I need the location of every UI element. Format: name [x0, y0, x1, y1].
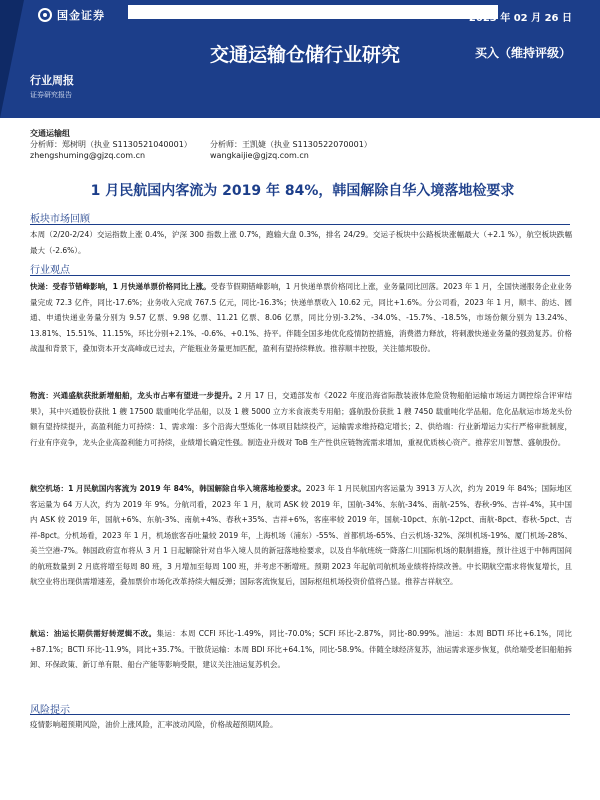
section-title-market-review: 板块市场回顾: [30, 214, 90, 225]
header-white-bar: [128, 5, 498, 19]
paragraph-shipping-lead: 航运：油运长期供需好转逻辑不改。: [30, 629, 157, 638]
report-header-banner: [0, 0, 600, 118]
paragraph-aviation: [30, 481, 572, 590]
section-divider: [30, 275, 570, 276]
section-title-risk: 风险提示: [30, 705, 70, 716]
research-group: 交通运输组: [30, 129, 70, 138]
report-date: 2023 年 02 月 26 日: [468, 13, 572, 24]
rating-label: 买入（维持评级）: [475, 46, 572, 60]
paragraph-express-lead: 快递：受春节错峰影响，1 月快递单票价格同比上涨。: [30, 282, 211, 291]
paragraph-aviation-body: 2023 年 1 月民航国内客运量为 3913 万人次，约为 2019 年 84%；国际地区客运量为 64 万人次，约为 2019 年 9%。分航司看，2023 年 1 月，航司 ASK 较 2019 年，国航-34%、东航-34%、南航-25%、春秋-9%、吉祥-4%，其中国内 ASK 较 2019 年，国航+6%、东航-3%、南航+4%、春秋+35%、吉祥+6%，客座率较 2019 年，国航-10pct、东航-12pct、南航-8pct、春秋-5pct、吉祥-8pct。分机场看，2023 年 1 月，机场旅客吞吐量较 2019 年，上海机场（浦东）-55%、首都机场-65%、白云机场-32%、深圳机场-19%、厦门机场-28%、美兰空港-7%。韩国政府宣布将从 3 月 1 日起解除针对自华入境人员的新冠落地检要求，以及自华航班统一降落仁川国际机场的限制措施，预计往返于中韩两国间的航班数量到 2 月底将增至每周 80 班，3 月增加至每周 100 班，并考虑不断增班。预期 2023 年起航司航机场业绩将持续改善。中长期航空需求将恢复增长，且航空业将出现供需增速差，叠加票价市场化改革持续大幅反弹；国际客流恢复后，国际枢纽机场投资价值将凸显。推荐吉祥航空。: [30, 484, 572, 586]
analyst-1: 分析师：郑树明（执业 S1130521040001）: [30, 140, 192, 149]
market-review-text: 本周（2/20-2/24）交运指数上涨 0.4%，沪深 300 指数上涨 0.7%，跑输大盘 0.3%，排名 24/29。交运子板块中公路板块涨幅最大（+2.1 %），航空板块跌幅最大（-2.6%）。: [30, 230, 572, 255]
section-title-industry-view: 行业观点: [30, 265, 70, 276]
analyst-row: [30, 139, 575, 150]
paragraph-shipping: [30, 626, 572, 673]
header-corner-decoration: [0, 0, 24, 118]
paragraph-shipping-body: 集运：本周 CCFI 环比-1.49%，同比-70.0%；SCFI 环比-2.87%，同比-80.99%。油运：本周 BDTI 环比+6.1%，同比+87.1%；BCTI 环比-11.9%，同比+35.7%。干散货运输：本周 BDI 环比+64.1%，同比-58.9%。伴随全球经济复苏，油运需求逐步恢复，供给端受老旧船舶拆卸、环保政策、新订单有限、船台产能等影响受限，建议关注油运复苏机会。: [30, 629, 572, 669]
brand: [38, 6, 105, 24]
section-divider: [30, 714, 570, 715]
analyst-1-email: zhengshuming@gjzq.com.cn: [30, 151, 146, 160]
company-logo-icon: [38, 8, 52, 22]
paragraph-logistics-lead: 物流：兴通盛航获批新增船舶，龙头市占率有望进一步提升。: [30, 391, 238, 400]
paragraph-logistics-body: 2 月 17 日，交通部发布《2022 年度沿海省际散装液体危险货物船舶运输市场运力调控综合评审结果》，其中兴通股份获批 1 艘 17500 载重吨化学品船，以及 1 艘 5000 立方米食液类专用船；盛航股份获批 1 艘 7450 载重吨化学品船。危化品航运市场龙头份额有望持续提升，高盈利能力可持续：1、需求端：多个沿海大型炼化一体项目陆续投产，运输需求维持稳定增长；2、供给端：行业新增运力实行严格审批制度，行业有序竞争，龙头企业高盈利能力可持续，业绩增长确定性强。制造业升级对 ToB 生产性供应链物流需求增加，重视优质核心资产。推荐宏川智慧、盛航股份。: [30, 391, 573, 447]
paragraph-aviation-lead: 航空机场：1 月民航国内客流为 2019 年 84%，韩国解除自华入境落地检要求。: [30, 484, 306, 493]
report-title: 交通运输仓储行业研究: [210, 44, 401, 66]
report-type: 行业周报: [30, 74, 74, 87]
report-headline: 1 月民航国内客流为 2019 年 84%，韩国解除自华入境落地检要求: [90, 183, 515, 199]
brand-name: 国金证券: [57, 9, 105, 22]
paragraph-express-body: 受春节假期错峰影响，1 月快递单票价格同比上涨，业务量同比回落。2023 年 1 月，全国快递服务企业业务量完成 72.3 亿件，同比-17.6%；业务收入完成 767.5 亿元，同比-16.3%；快递单票收入 10.62 元，同比+1.6%。分公司看，2023 年 1 月，顺丰、韵达、圆通、申通快递业务量分别为 9.57 亿票、9.98 亿票、11.21 亿票、8.06 亿票，同比分别-3.2%、-34.0%、-15.7%、-18.5%，市场份额分别为 13.24%、13.81%、15.51%、11.15%，环比分别+2.1%、-0.6%、+0.1%、持平。伴随全国多地优化疫情防控措施，消费潜力释放，将刺激快递业务量的强劲复苏。价格战温和背景下，叠加资本开支高峰或已过去，产能瓶业务量更加匹配，盈利有望持续释放。推荐顺丰控股，关注德邦股份。: [30, 282, 572, 353]
paragraph-express: [30, 279, 572, 357]
risk-text: 疫情影响超预期风险，油价上涨风险，汇率波动风险，价格战超预期风险。: [30, 720, 278, 729]
section-divider: [30, 224, 570, 225]
analyst-2-email: wangkaijie@gjzq.com.cn: [210, 151, 309, 160]
email-row: [30, 150, 575, 161]
author-block: [30, 128, 575, 161]
analyst-2: 分析师：王凯婕（执业 S1130522070001）: [210, 140, 372, 149]
paragraph-logistics: [30, 388, 572, 450]
report-subtype: 证券研究报告: [30, 91, 72, 99]
